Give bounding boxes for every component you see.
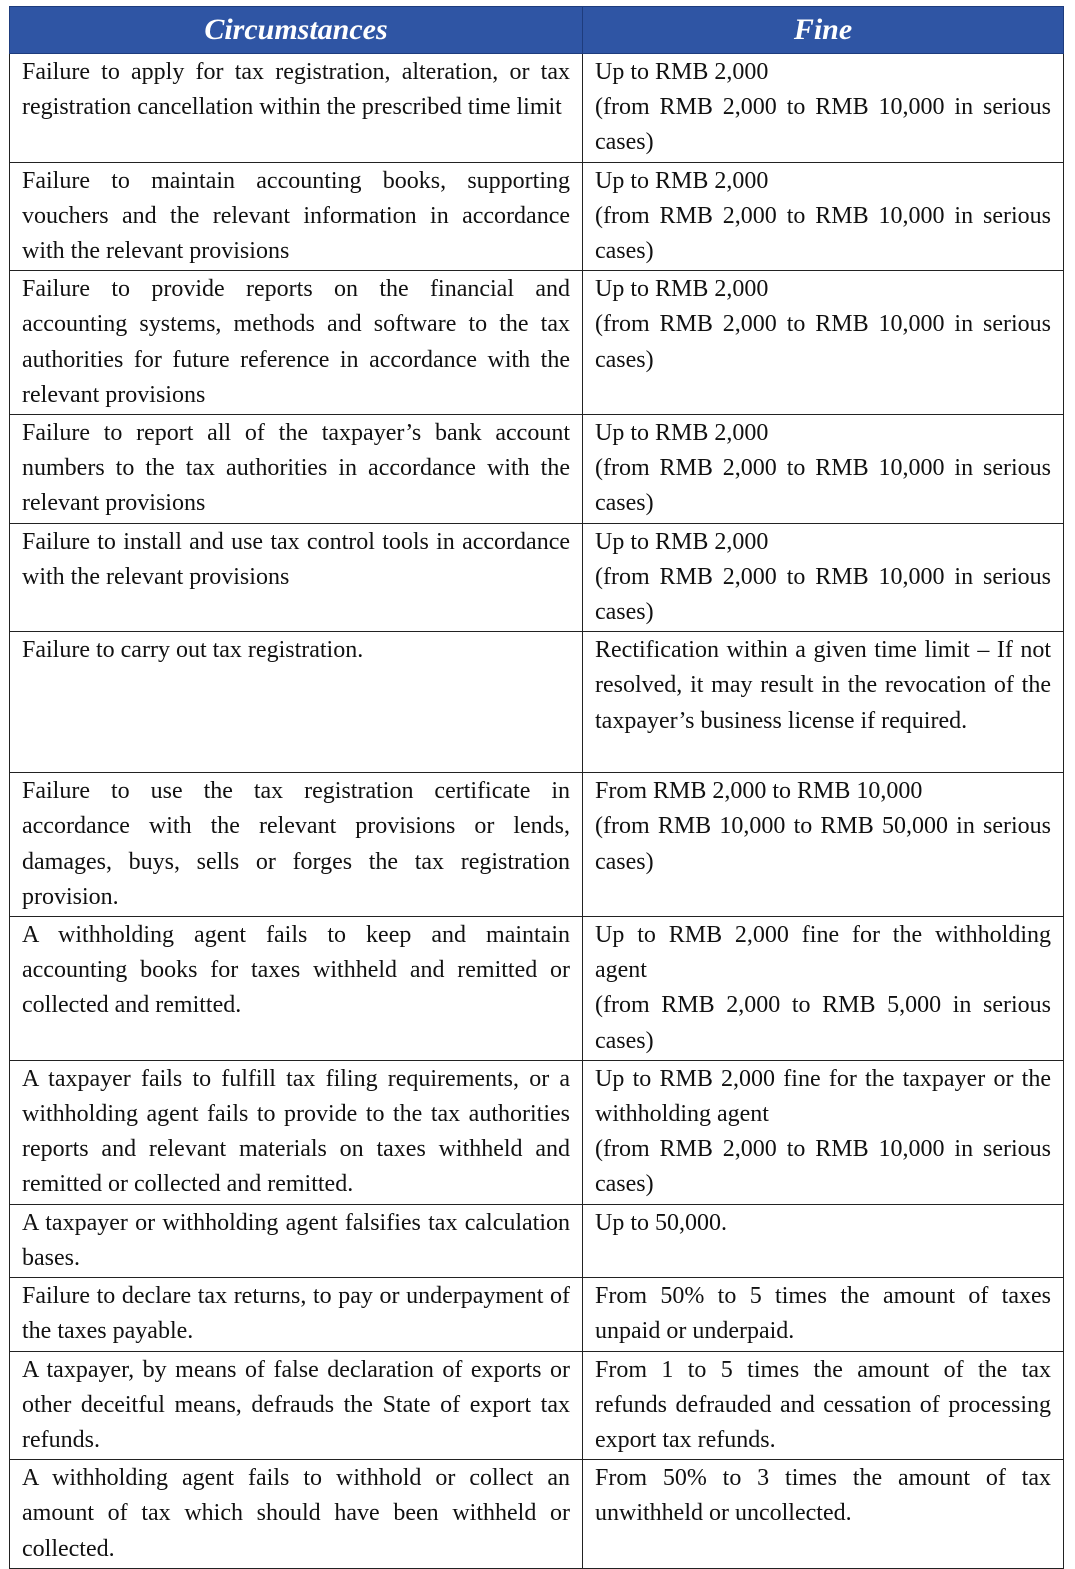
fine-cell [583,1351,1064,1460]
circumstance-cell: A withholding agent fails to withhold or collect an amount of tax which should have been withheld or collected. [10,1460,583,1569]
fine-cell [583,1204,1064,1277]
penalties-table [9,6,1064,1569]
table-row [10,917,1064,1061]
fine-cell [583,632,1064,773]
fine-line: Up to RMB 2,000 [595,276,769,303]
table-body [10,54,1064,1569]
header-fine: Fine [583,7,1064,54]
fine-line: (from RMB 2,000 to RMB 10,000 in serious cases) [595,455,1051,517]
fine-cell [583,415,1064,524]
fine-cell [583,773,1064,917]
fine-line: Up to RMB 2,000 [595,59,769,85]
fine-line: Up to 50,000. [595,1209,727,1236]
fine-line: From 50% to 3 times the amount of tax unwithheld or uncollected. [595,1465,1051,1527]
fine-line: From RMB 2,000 to RMB 10,000 [595,778,923,805]
fine-line: (from RMB 2,000 to RMB 10,000 in serious cases) [595,202,1051,265]
fine-line: (from RMB 10,000 to RMB 50,000 in serious cases) [595,813,1051,875]
circumstance-cell: Failure to use the tax registration certificate in accordance with the relevant provisions or lends, damages, buys, sells or forges the tax registration provision. [10,773,583,917]
fine-line: From 1 to 5 times the amount of the tax refunds defrauded and cessation of processing export tax refunds. [595,1356,1051,1453]
fine-line: (from RMB 2,000 to RMB 5,000 in serious cases) [595,992,1051,1054]
circumstance-cell: A taxpayer fails to fulfill tax filing requirements, or a withholding agent fails to provide to the tax authorities reports and relevant materials on taxes withheld and remitted or collected and remitted. [10,1060,583,1204]
fine-cell [583,1278,1064,1351]
circumstance-cell: A withholding agent fails to keep and maintain accounting books for taxes withheld and remitted or collected and remitted. [10,917,583,1061]
circumstance-cell: Failure to apply for tax registration, alteration, or tax registration cancellation within the prescribed time limit [10,54,583,163]
fine-cell [583,54,1064,163]
fine-cell [583,271,1064,415]
fine-line: Up to RMB 2,000 [595,167,769,194]
table-header-row [10,7,1064,54]
table-row [10,415,1064,524]
table-row [10,162,1064,271]
fine-cell [583,162,1064,271]
fine-line: Up to RMB 2,000 [595,420,769,447]
circumstance-cell: A taxpayer, by means of false declaration of exports or other deceitful means, defrauds the State of export tax refunds. [10,1351,583,1460]
fine-line: (from RMB 2,000 to RMB 10,000 in serious cases) [595,94,1051,156]
table-row [10,523,1064,632]
fine-line: From 50% to 5 times the amount of taxes unpaid or underpaid. [595,1283,1051,1345]
fine-cell [583,1060,1064,1204]
table-row [10,632,1064,773]
circumstance-cell: Failure to report all of the taxpayer’s bank account numbers to the tax authorities in accordance with the relevant provisions [10,415,583,524]
fine-line: Up to RMB 2,000 fine for the taxpayer or the withholding agent [595,1065,1051,1128]
fine-line: Up to RMB 2,000 fine for the withholding agent [595,922,1051,984]
circumstance-cell: Failure to install and use tax control tools in accordance with the relevant provisions [10,523,583,632]
table-row [10,1204,1064,1277]
table-row [10,1060,1064,1204]
table-row [10,1460,1064,1569]
table-row [10,54,1064,163]
fine-line: (from RMB 2,000 to RMB 10,000 in serious cases) [595,311,1051,373]
fine-cell [583,1460,1064,1569]
circumstance-cell: Failure to provide reports on the financial and accounting systems, methods and software to the tax authorities for future reference in accordance with the relevant provisions [10,271,583,415]
header-circumstances: Circumstances [10,7,583,54]
circumstance-cell: Failure to declare tax returns, to pay or underpayment of the taxes payable. [10,1278,583,1351]
circumstance-cell: A taxpayer or withholding agent falsifies tax calculation bases. [10,1204,583,1277]
circumstance-cell: Failure to maintain accounting books, supporting vouchers and the relevant information in accordance with the relevant provisions [10,162,583,271]
fine-line: (from RMB 2,000 to RMB 10,000 in serious cases) [595,1136,1051,1198]
circumstance-cell: Failure to carry out tax registration. [10,632,583,773]
fine-line: Rectification within a given time limit – If not resolved, it may result in the revocation of the taxpayer’s business license if required. [595,637,1051,734]
table-row [10,1351,1064,1460]
table-row [10,271,1064,415]
fine-cell [583,917,1064,1061]
fine-cell [583,523,1064,632]
fine-line: (from RMB 2,000 to RMB 10,000 in serious cases) [595,563,1051,626]
fine-line: Up to RMB 2,000 [595,528,769,555]
table-row [10,1278,1064,1351]
table-row [10,773,1064,917]
